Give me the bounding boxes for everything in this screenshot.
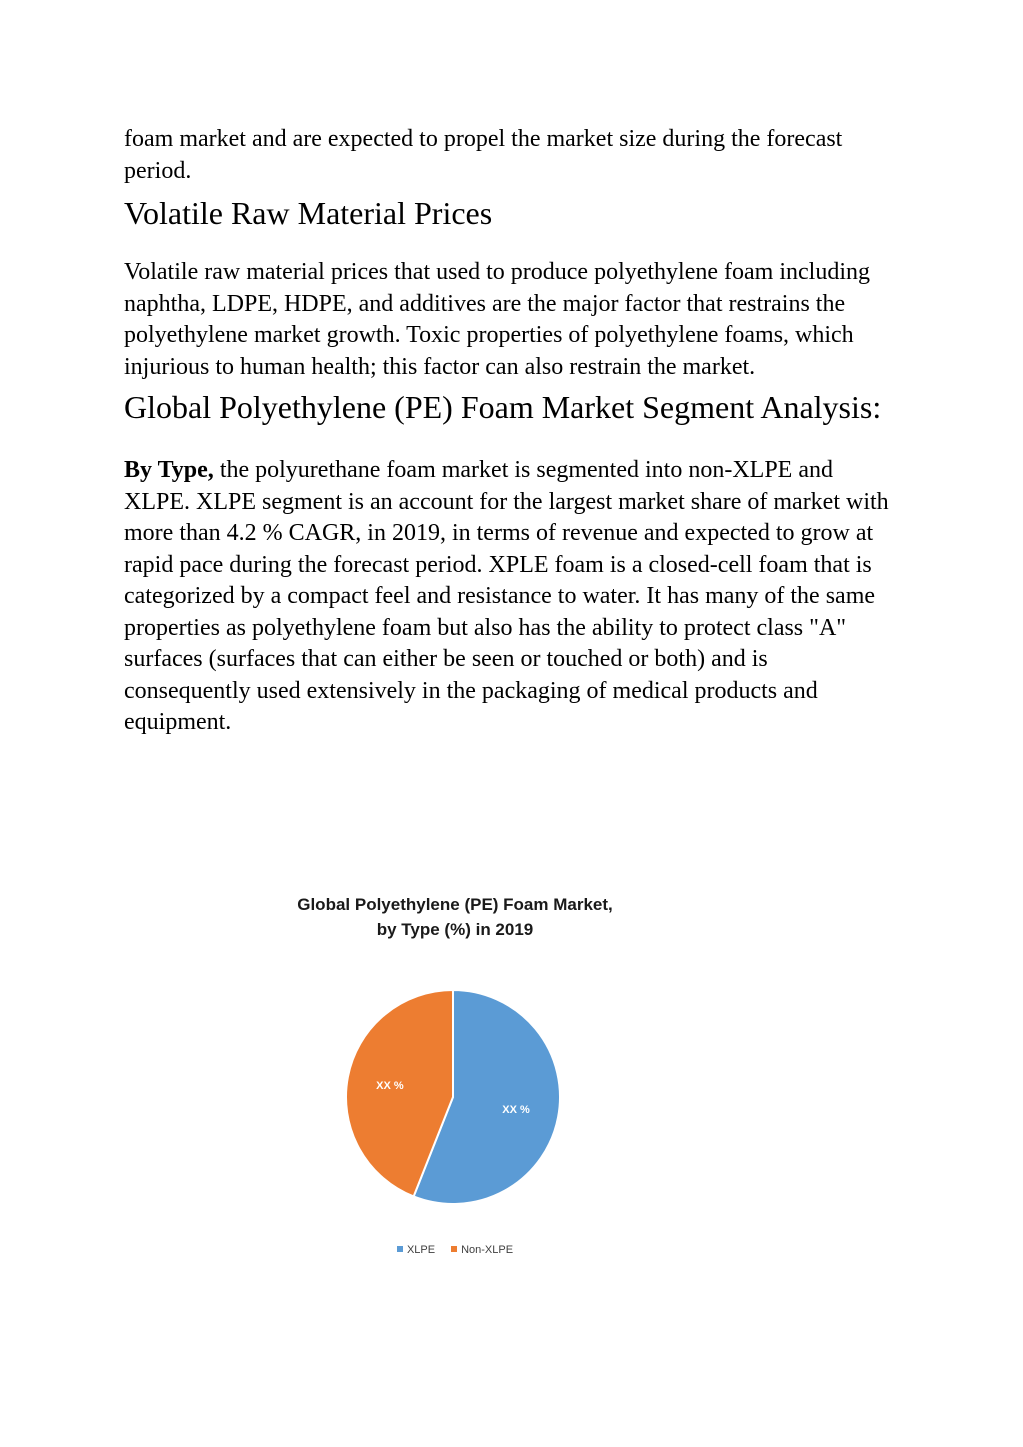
chart-title-line-2: by Type (%) in 2019 — [376, 920, 534, 939]
intro-paragraph: foam market and are expected to propel the market size during the forecast period. — [124, 126, 843, 184]
heading-segment-analysis: Global Polyethylene (PE) Foam Market Segment Analysis: — [124, 389, 882, 425]
heading-volatile-raw-material-prices: Volatile Raw Material Prices — [124, 195, 493, 231]
document-body — [124, 124, 894, 739]
pie-chart — [240, 892, 670, 1282]
by-type-paragraph — [124, 455, 894, 739]
data-label-non-xlpe: XX % — [376, 1079, 404, 1092]
by-type-lead: By Type, — [124, 457, 214, 483]
data-label-xlpe: XX % — [502, 1104, 530, 1117]
chart-legend — [240, 1244, 670, 1256]
chart-title-line-1: Global Polyethylene (PE) Foam Market, — [297, 895, 613, 914]
legend-label: Non-XLPE — [461, 1244, 514, 1256]
legend-item-xlpe — [397, 1244, 435, 1256]
legend-swatch — [451, 1246, 457, 1252]
by-type-text: the polyurethane foam market is segmented into non-XLPE and XLPE. XLPE segment is an account for the largest market share of market with more than 4.2 % CAGR, in 2019, in terms of revenue and expected to grow at rapid pace during the forecast period. XPLE foam is a closed-cell foam that is categorized by a compact feel and resistance to water. It has many of the same properties as polyethylene foam but also has the ability to protect class "A" surfaces (surfaces that can either be seen or touched or both) and is consequently used extensively in the packaging of medical products and equipment. — [124, 457, 889, 735]
legend-label: XLPE — [406, 1244, 436, 1256]
volatile-prices-paragraph: Volatile raw material prices that used to produce polyethylene foam including naphtha, LDPE, HDPE, and additives are the major factor that restrains the polyethylene market growth. Toxic properties of polyethylene foams, which injurious to human health; this factor can also restrain the market. — [124, 259, 870, 380]
legend-swatch — [397, 1246, 403, 1252]
legend-item-non-xlpe — [451, 1244, 513, 1256]
pie-svg — [240, 892, 670, 1242]
